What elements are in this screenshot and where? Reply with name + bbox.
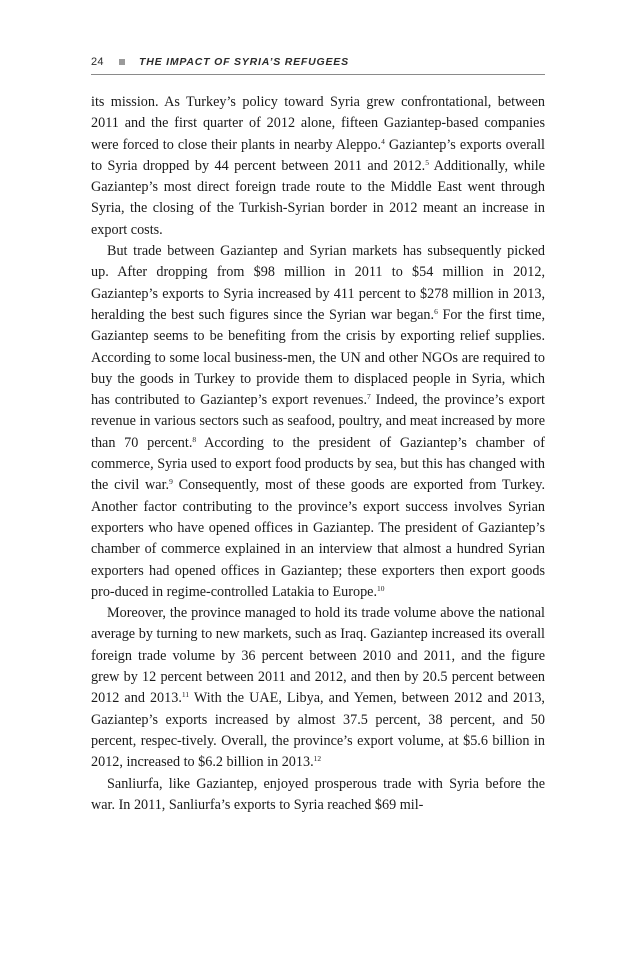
paragraph [91,241,545,603]
header-separator-square-icon [119,59,125,65]
paragraph-text: According to the president of Gaziantep’s chamber of commerce, Syria used to export food products by sea, but this has changed with the civil war. [91,434,545,494]
footnote-ref[interactable]: 11 [181,690,190,700]
paragraph-text: Moreover, the province managed to hold its trade volume above the national average by turning to new markets, such as Iraq. Gaziantep increased its overall foreign trade volume by 36 percent between 2010 and 2011, and the figure grew by 12 percent between 2011 and 2012, and then by 20.5 percent between 2012 and 2013. [91,605,545,707]
paragraph-text: its mission. As Turkey’s policy toward Syria grew confrontational, between 2011 and the first quarter of 2012 alone, fifteen Gaziantep-based companies were forced to close their plants in nearby Aleppo. [91,94,545,153]
paragraph-text: Additionally, while Gaziantep’s most direct foreign trade route to the Middle East went through Syria, the closing of the Turkish-Syrian border in 2012 meant an increase in export costs. [91,157,545,238]
paragraph-text: But trade between Gaziantep and Syrian markets has subsequently picked up. After dropping from $98 million in 2011 to $54 million in 2012, Gaziantep’s exports to Syria increased by 411 percent to $278 million in 2013, heralding the best such figures since the Syrian war began. [91,243,545,323]
footnote-ref[interactable]: 8 [192,434,197,444]
header-rule [91,74,545,75]
footnote-ref[interactable]: 10 [377,583,385,593]
running-title: THE IMPACT OF SYRIA’S REFUGEES [139,56,349,68]
paragraph [91,774,545,817]
footnote-ref[interactable]: 7 [367,392,371,402]
running-header [91,55,545,69]
paragraph-text: Consequently, most of these goods are exported from Turkey. Another factor contributing to the province’s export success involves Syrian exporters who have opened offices in Gaziantep. The president of Gaziantep’s chamber of commerce explained in an interview that almost a hundred Syrian exporters had opened offices in Gaziantep; these exporters then export goods pro-duced in regime-controlled Latakia to Europe. [91,477,545,600]
paragraph [91,92,545,241]
paragraph-text: With the UAE, Libya, and Yemen, between 2012 and 2013, Gaziantep’s exports increased by almost 37.5 percent, 38 percent, and 50 percent, respec-tively. Overall, the province’s export volume, at $5.6 billion in 2012, increased to $6.2 billion in 2013. [91,690,545,771]
footnote-ref[interactable]: 6 [434,306,438,316]
paragraph [91,603,545,773]
paragraph-text: Gaziantep’s exports overall to Syria dropped by 44 percent between 2011 and 2012. [91,136,545,174]
body-text [91,92,545,816]
paragraph-text: Sanliurfa, like Gaziantep, enjoyed prosperous trade with Syria before the war. In 2011, Sanliurfa’s exports to Syria reached $69 mil- [91,775,545,813]
footnote-ref[interactable]: 9 [169,477,173,487]
paragraph-text: For the first time, Gaziantep seems to be benefiting from the crisis by exporting relief supplies. According to some local business-men, the UN and other NGOs are required to buy the goods in Turkey to provide them to displaced people in Syria, which has contributed to Gaziantep’s export revenues. [91,306,545,409]
page-number: 24 [91,56,104,68]
footnote-ref[interactable]: 12 [313,754,322,764]
footnote-ref[interactable]: 5 [425,157,429,167]
paragraph-text: Indeed, the province’s export revenue in various sectors such as seafood, poultry, and meat increased by more than 70 percent. [91,392,545,451]
footnote-ref[interactable]: 4 [381,136,385,146]
